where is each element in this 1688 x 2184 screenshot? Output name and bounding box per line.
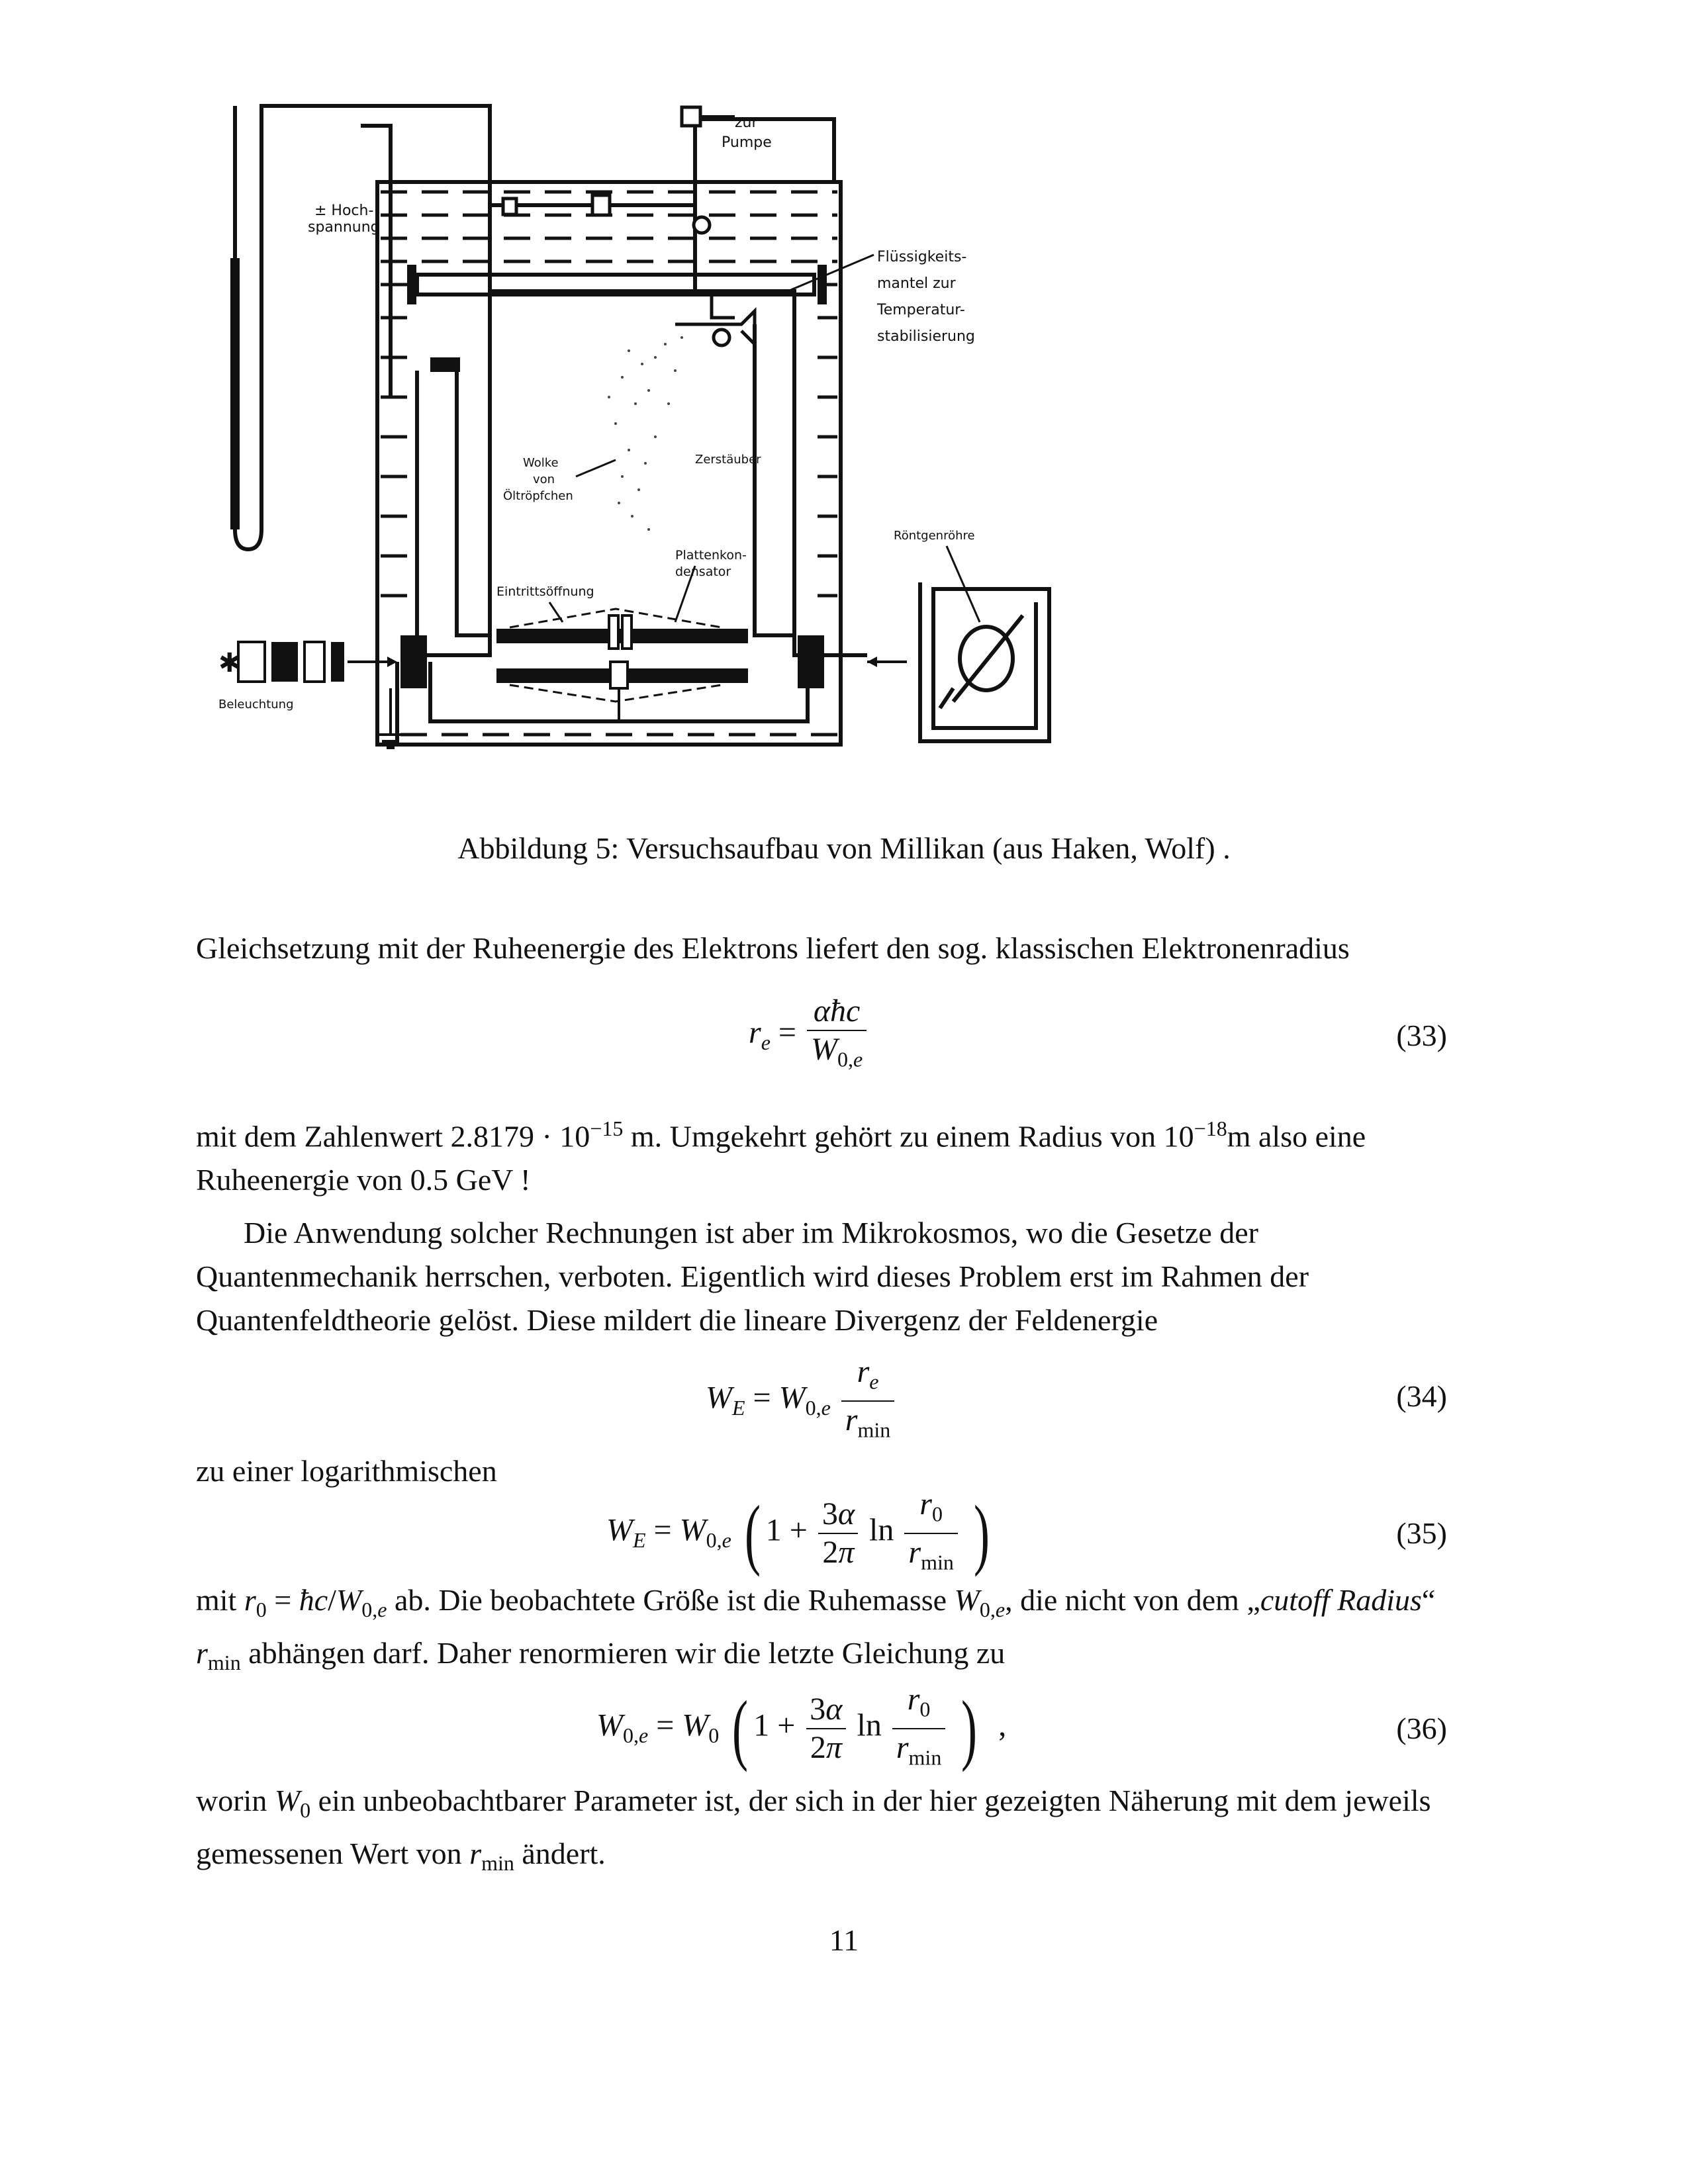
fluessigkeitsmantel-label-3: Temperatur- [877,302,965,318]
equation-36: $W_{0,e} = W_0$ ( 1 + $\frac{3\alpha}{2\pi}$ ln $\frac{r_0}{r_{min}}$ ) , (36) [196,1681,1447,1774]
wolke-label-1: Wolke [523,456,559,470]
wolke-label-3: Öltröpfchen [503,489,573,503]
hochspannung-label-1: ± Hoch- [314,203,374,219]
fluessigkeitsmantel-label-4: stabilisierung [877,328,975,345]
equation-36-number: (36) [1396,1711,1447,1745]
equation-33-number: (33) [1396,1019,1447,1052]
fluessigkeitsmantel-label-1: Flüssigkeits- [877,249,967,265]
paragraph-2 [196,1107,1447,1202]
p2-exponent-2: −18 [1194,1116,1227,1140]
zur-pumpe-label-1: zur [735,114,758,131]
wolke-label-2: von [533,473,555,486]
paragraph-3: Die Anwendung solcher Rechnungen ist aber im Mikrokosmos, wo die Gesetze der Quantenmechanik herrschen, verboten. Eigentlich wird dieses Problem erst im Rahmen der Quantenfeldtheorie gelöst. Diese mildert die lineare Divergenz der Feldenergie [196,1216,1309,1337]
eintrittsoeffnung-label: Eintrittsöffnung [496,584,594,599]
equation-33: $r_e$ = $\frac{\text{αħc}}{W_{0,e}}$ (33) [196,993,1447,1085]
illumination-lamp-icon [218,642,344,682]
insulator-icon [798,635,824,688]
p5-cutoff-radius: cutoff Radius [1260,1583,1422,1617]
page-number: 11 [829,1923,859,1957]
p5-text-e: “ [1421,1583,1436,1617]
apparatus-drawing [218,93,1079,781]
svg-text:✱: ✱ [218,648,241,678]
p2-text-c: m also eine Ruheenergie von 0.5 GeV ! [196,1119,1366,1197]
paragraph-1: Gleichsetzung mit der Ruheenergie des Elektrons liefert den sog. klassischen Elektronenradius [196,931,1350,965]
roentgenroehre-label: Röntgenröhre [894,529,975,543]
figure-caption: Abbildung 5: Versuchsaufbau von Millikan (aus Haken, Wolf) . [457,831,1231,865]
p6-text-c: ändert. [514,1837,606,1871]
p5-text-c: , die nicht von dem „ [1005,1583,1260,1617]
atomizer-icon [675,291,755,345]
fluessigkeitsmantel-label-2: mantel zur [877,275,956,292]
insulator-icon [400,635,427,688]
ground-icon [377,688,404,748]
paragraph-5: mit $r_0$ = $ħc/W_{0,e}$ ab. Die beobachtete Größe ist die Ruhemasse $W_{0,e}$, die nicht von dem „cutoff Radius“ $r_{min}$ abhängen darf. Daher renormieren wir die letzte Gleichung zu [196,1583,1436,1675]
millikan-apparatus-figure [218,93,1079,781]
paragraph-6: worin $W_0$ ein unbeobachtbarer Parameter ist, der sich in der hier gezeigten Näherung mit dem jeweils gemessenen Wert von $r_{min}$ ändert. [196,1784,1431,1876]
paragraph-4: zu einer logarithmischen [196,1454,497,1488]
equation-35: $W_E = W_{0,e}$ ( 1 + $\frac{3\alpha}{2\pi}$ ln $\frac{r_0}{r_{min}}$ ) (35) [196,1486,1447,1578]
p2-text-b: m. Umgekehrt gehört zu einem Radius von 10 [623,1119,1194,1154]
clamp-icon [430,357,460,372]
hochspannung-label-2: spannung [308,219,380,236]
plattenkondensator-label-2: densator [675,565,731,579]
p2-exponent-1: −15 [590,1116,624,1140]
oil-droplet-cloud [608,336,683,531]
equation-34: $W_E = W_{0,e}$ $\frac{r_e}{r_{min}}$ (34) [196,1353,1447,1446]
p2-text-a: mit dem Zahlenwert 2.8179 · 10 [196,1119,590,1154]
valve-icon [682,107,700,126]
equation-35-number: (35) [1396,1516,1447,1550]
beleuchtung-label: Beleuchtung [218,698,294,711]
p5-text-b: ab. Die beobachtete Größe ist die Ruhemasse [387,1583,955,1617]
p5-text-f: abhängen darf. Daher renormieren wir die letzte Gleichung zu [240,1636,1006,1670]
zur-pumpe-label-2: Pumpe [722,134,772,151]
x-ray-tube-icon [920,582,1049,741]
plattenkondensator-label-1: Plattenkon- [675,548,747,563]
p6-text-a: worin [196,1784,275,1817]
zerstaeuber-label: Zerstäuber [695,453,761,467]
p6-text-b: ein unbeobachtbarer Parameter ist, der sich in der hier gezeigten Näherung mit dem jeweils gemessenen Wert von [196,1784,1431,1871]
valve-icon [592,195,610,215]
manometer-tube [235,106,490,549]
p5-text-a: mit [196,1583,244,1617]
plate-capacitor-icon [496,609,748,721]
equation-34-number: (34) [1396,1379,1447,1413]
